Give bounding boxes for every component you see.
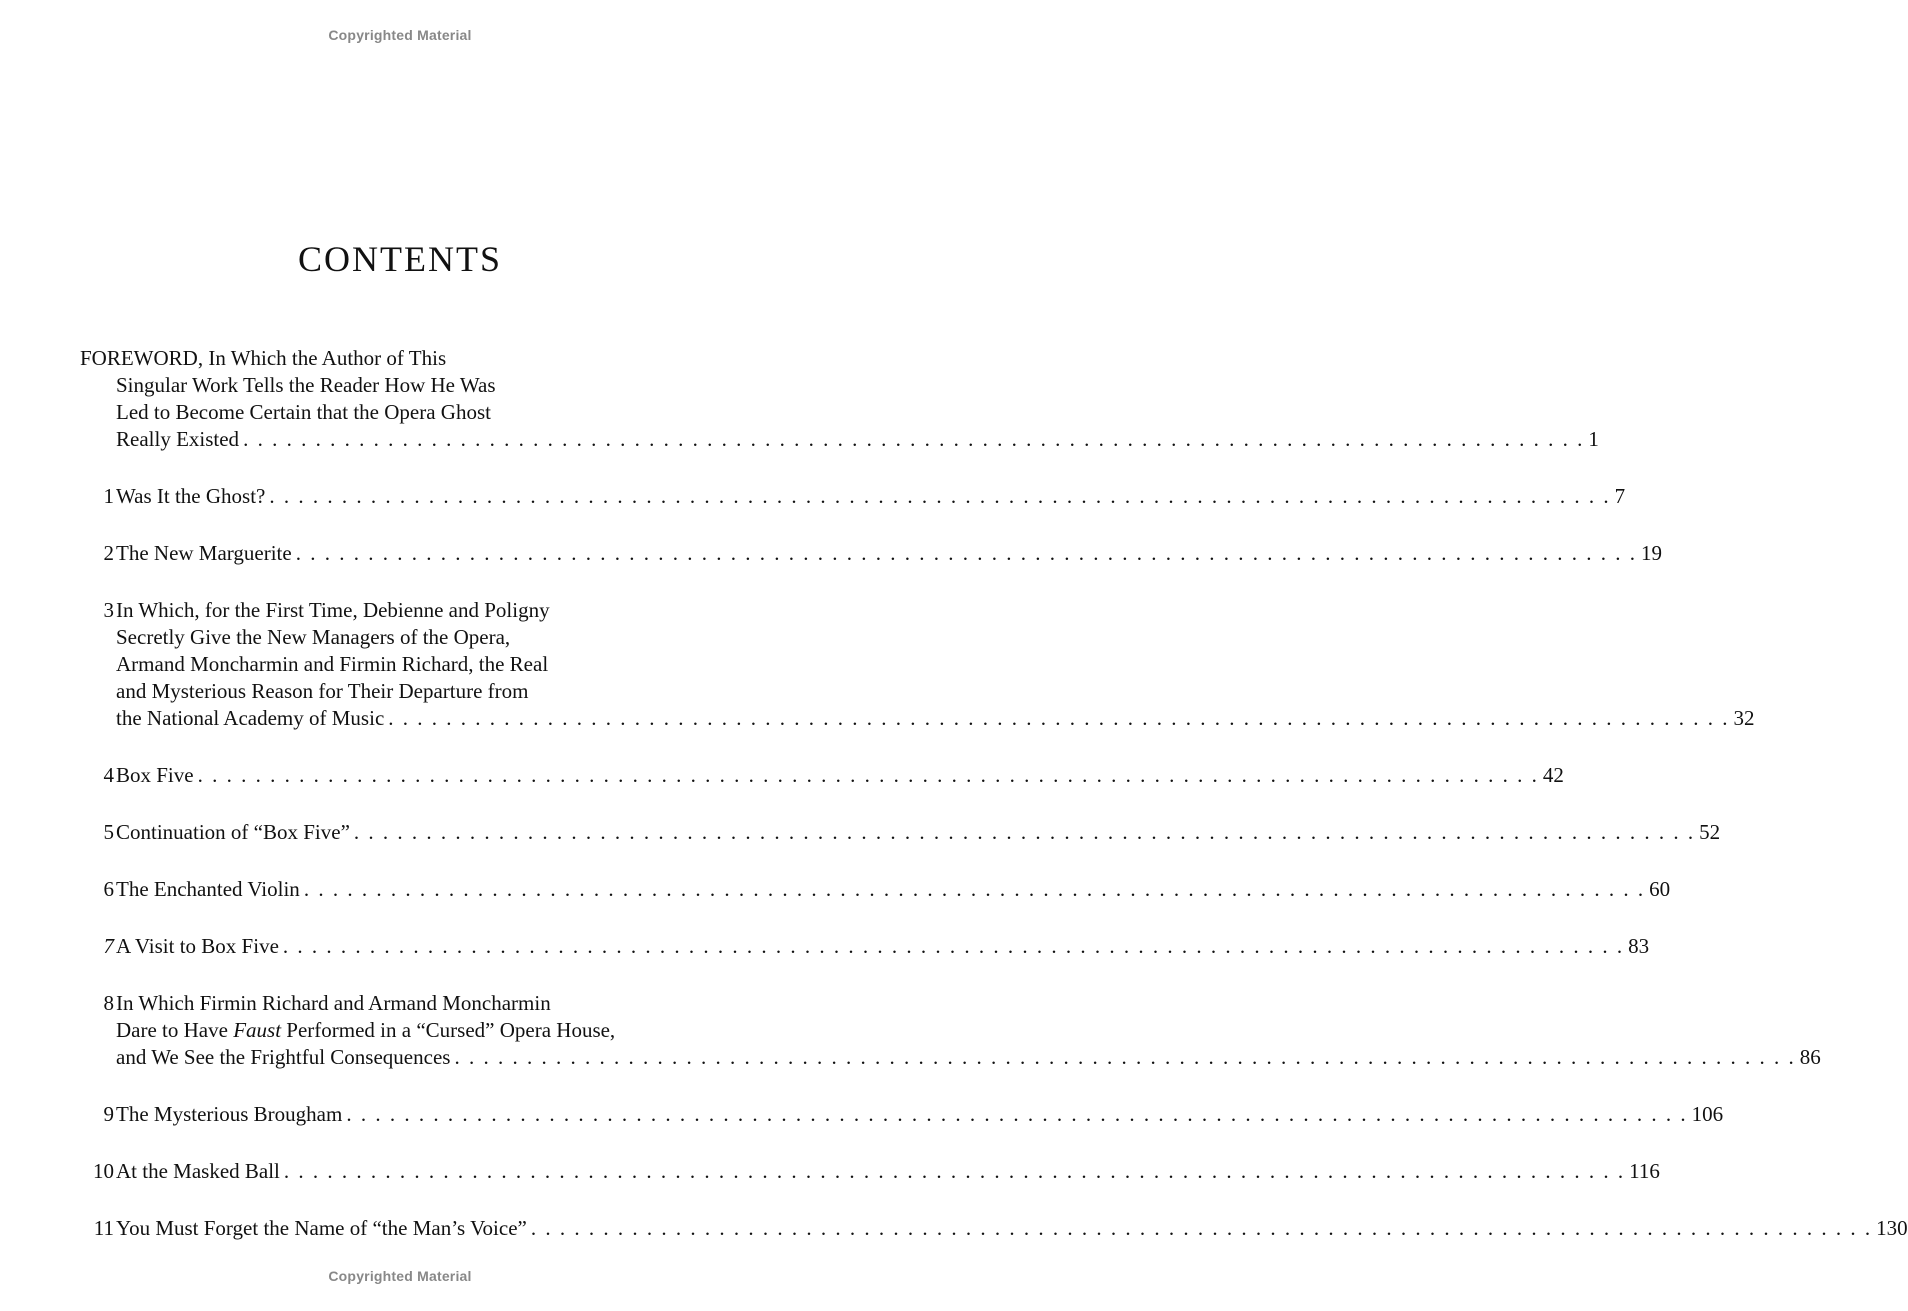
dot-leader [346, 1101, 1687, 1128]
toc-entry-text: and We See the Frightful Consequences [116, 1045, 451, 1069]
toc-entry-text: Continuation of “Box Five” [116, 820, 350, 844]
dot-leader [296, 540, 1637, 567]
dot-leader [269, 483, 1610, 510]
chapter-number: 7 [103, 934, 114, 958]
toc-page-number: 52 [1699, 820, 1721, 844]
toc-entry-text: You Must Forget the Name of “the Man’s Voice” [116, 1216, 527, 1240]
toc-entry-italic-title: Faust [233, 1018, 282, 1042]
toc-page-number: 32 [1733, 706, 1755, 730]
toc-page-number: 116 [1629, 1159, 1660, 1183]
toc-entry-chapter-7[interactable] [80, 933, 1650, 960]
chapter-number: 1 [103, 484, 114, 508]
toc-entry-text: At the Masked Ball [116, 1159, 280, 1183]
toc-entry-text: Armand Moncharmin and Firmin Richard, the Real [116, 652, 549, 676]
toc-entry-chapter-9[interactable] [80, 1101, 1724, 1128]
toc-entry-text: The Mysterious Brougham [116, 1102, 343, 1126]
toc-page-number: 60 [1649, 877, 1671, 901]
dot-leader [284, 1158, 1625, 1185]
toc-entry-text: Secretly Give the New Managers of the Opera, [116, 625, 511, 649]
toc-entry-text: The New Marguerite [116, 541, 292, 565]
toc-page-number: 19 [1640, 541, 1662, 565]
toc-entry-text: Was It the Ghost? [116, 484, 266, 508]
toc-page-number: 7 [1614, 484, 1626, 508]
toc-entry-text: The Enchanted Violin [116, 877, 300, 901]
toc-entry-chapter-4[interactable] [80, 762, 1564, 789]
toc-entry-text: Performed in a “Cursed” Opera House, [281, 1018, 616, 1042]
chapter-number: 5 [103, 820, 114, 844]
chapter-number: 10 [93, 1159, 114, 1183]
chapter-number: 4 [103, 763, 114, 787]
toc-page-number: 130 [1876, 1216, 1908, 1240]
dot-leader [243, 426, 1584, 453]
table-of-contents [80, 345, 1908, 1242]
chapter-number: 8 [103, 991, 114, 1015]
toc-entry-text: the National Academy of Music [116, 706, 385, 730]
dot-leader [354, 819, 1695, 846]
toc-page-number: 1 [1588, 427, 1599, 451]
chapter-number: 6 [103, 877, 114, 901]
toc-entry-chapter-10[interactable] [80, 1158, 1660, 1185]
toc-entry-chapter-2[interactable] [80, 540, 1662, 567]
toc-entry-text: Singular Work Tells the Reader How He Was [116, 373, 496, 397]
chapter-number: 3 [103, 598, 114, 622]
toc-entry-text: Box Five [116, 763, 194, 787]
toc-entry-chapter-8[interactable] [80, 990, 1821, 1071]
dot-leader [283, 933, 1624, 960]
page-title: CONTENTS [298, 239, 502, 279]
toc-entry-text: Really Existed [116, 427, 240, 451]
toc-entry-text: In Which Firmin Richard and Armand Moncharmin [116, 991, 551, 1015]
toc-page-number: 86 [1799, 1045, 1821, 1069]
toc-entry-text: In Which, for the First Time, Debienne and Poligny [116, 598, 550, 622]
toc-entry-foreword[interactable] [80, 345, 1599, 453]
toc-entry-text: and Mysterious Reason for Their Departure from [116, 679, 529, 703]
toc-entry-text: A Visit to Box Five [116, 934, 279, 958]
toc-page-number: 106 [1691, 1102, 1724, 1126]
toc-entry-chapter-11[interactable] [80, 1215, 1908, 1242]
dot-leader [388, 705, 1729, 732]
dot-leader [454, 1044, 1795, 1071]
toc-entry-text: FOREWORD, In Which the Author of This [80, 346, 447, 370]
chapter-number: 11 [93, 1216, 114, 1240]
chapter-number: 9 [103, 1102, 114, 1126]
dot-leader [198, 762, 1539, 789]
toc-page-number: 42 [1542, 763, 1564, 787]
toc-entry-chapter-1[interactable] [80, 483, 1626, 510]
toc-entry-chapter-5[interactable] [80, 819, 1721, 846]
dot-leader [304, 876, 1645, 903]
chapter-number: 2 [103, 541, 114, 565]
toc-entry-text: Dare to Have [116, 1018, 234, 1042]
toc-entry-text: Led to Become Certain that the Opera Ghost [116, 400, 491, 424]
dot-leader [531, 1215, 1872, 1242]
copyright-watermark-top: Copyrighted Material [328, 27, 472, 43]
toc-entry-chapter-6[interactable] [80, 876, 1671, 903]
toc-entry-chapter-3[interactable] [80, 597, 1755, 732]
toc-page-number: 83 [1628, 934, 1650, 958]
copyright-watermark-bottom: Copyrighted Material [328, 1268, 472, 1284]
